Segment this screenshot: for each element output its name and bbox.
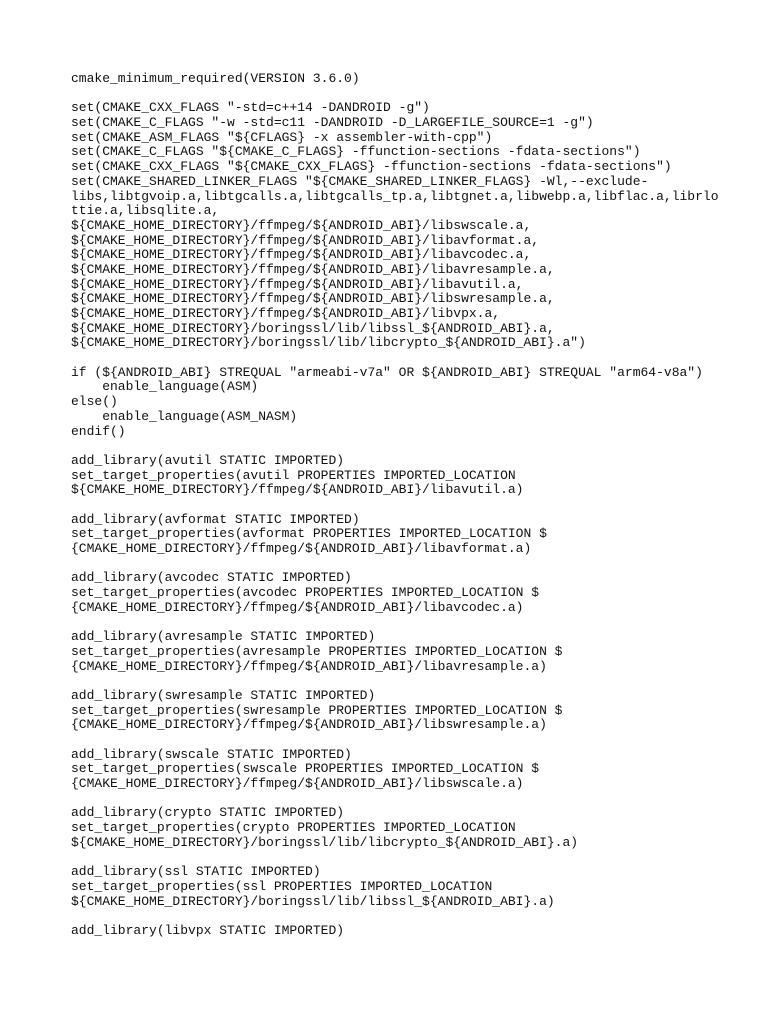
code-line: cmake_minimum_required(VERSION 3.6.0) <box>71 71 360 86</box>
code-line: set_target_properties(ssl PROPERTIES IMPORTED_LOCATION <box>71 878 493 894</box>
code-line: enable_language(ASM_NASM) <box>71 408 298 424</box>
blank-line <box>71 792 751 807</box>
code-line: {CMAKE_HOME_DIRECTORY}/ffmpeg/${ANDROID_ABI}/libavcodec.a) <box>71 599 524 615</box>
code-line: set_target_properties(avformat PROPERTIES IMPORTED_LOCATION $ <box>71 526 547 542</box>
code-line: else() <box>71 394 118 410</box>
code-line: set_target_properties(avresample PROPERTIES IMPORTED_LOCATION $ <box>71 643 563 659</box>
code-line: add_library(avcodec STATIC IMPORTED) <box>71 570 352 586</box>
code-line: set(CMAKE_ASM_FLAGS "${CFLAGS} -x assembler-with-cpp") <box>71 129 493 145</box>
code-line: set_target_properties(swresample PROPERTIES IMPORTED_LOCATION $ <box>71 702 563 718</box>
blank-line <box>71 674 751 689</box>
code-line: {CMAKE_HOME_DIRECTORY}/ffmpeg/${ANDROID_ABI}/libavresample.a) <box>71 658 547 674</box>
blank-line <box>71 557 751 572</box>
code-line: add_library(swscale STATIC IMPORTED) <box>71 746 352 762</box>
blank-line <box>71 733 751 748</box>
code-line: set(CMAKE_C_FLAGS "${CMAKE_C_FLAGS} -ffunction-sections -fdata-sections") <box>71 144 641 160</box>
code-line: add_library(crypto STATIC IMPORTED) <box>71 805 345 821</box>
code-line: ${CMAKE_HOME_DIRECTORY}/ffmpeg/${ANDROID_ABI}/libavutil.a, <box>71 276 524 292</box>
code-listing <box>71 72 751 939</box>
code-line: add_library(avutil STATIC IMPORTED) <box>71 452 345 468</box>
blank-line <box>71 615 751 630</box>
code-line: ${CMAKE_HOME_DIRECTORY}/boringssl/lib/libcrypto_${ANDROID_ABI}.a) <box>71 834 579 850</box>
blank-line <box>71 498 751 513</box>
code-line: endif() <box>71 423 126 439</box>
code-line: ${CMAKE_HOME_DIRECTORY}/ffmpeg/${ANDROID_ABI}/libavcodec.a, <box>71 247 532 263</box>
code-line: set(CMAKE_C_FLAGS "-w -std=c11 -DANDROID -D_LARGEFILE_SOURCE=1 -g") <box>71 115 594 131</box>
blank-line <box>71 909 751 924</box>
code-line: add_library(ssl STATIC IMPORTED) <box>71 864 321 880</box>
code-line: set(CMAKE_CXX_FLAGS "${CMAKE_CXX_FLAGS} -ffunction-sections -fdata-sections") <box>71 159 672 175</box>
code-line: ${CMAKE_HOME_DIRECTORY}/boringssl/lib/libcrypto_${ANDROID_ABI}.a") <box>71 335 586 351</box>
code-line: ${CMAKE_HOME_DIRECTORY}/ffmpeg/${ANDROID_ABI}/libvpx.a, <box>71 306 501 321</box>
code-line: libs,libtgvoip.a,libtgcalls.a,libtgcalls_tp.a,libtgnet.a,libwebp.a,libflac.a,librlo <box>71 188 719 204</box>
code-line: {CMAKE_HOME_DIRECTORY}/ffmpeg/${ANDROID_ABI}/libswresample.a) <box>71 717 547 733</box>
code-line: ${CMAKE_HOME_DIRECTORY}/boringssl/lib/libssl_${ANDROID_ABI}.a) <box>71 893 555 909</box>
code-line: set_target_properties(crypto PROPERTIES IMPORTED_LOCATION <box>71 820 516 836</box>
blank-line <box>71 439 751 454</box>
code-line: set_target_properties(swscale PROPERTIES IMPORTED_LOCATION $ <box>71 761 540 777</box>
code-line: ttie.a,libsqlite.a, <box>71 203 220 219</box>
code-line: {CMAKE_HOME_DIRECTORY}/ffmpeg/${ANDROID_ABI}/libswscale.a) <box>71 776 524 791</box>
code-line: set(CMAKE_CXX_FLAGS "-std=c++14 -DANDROID -g") <box>71 100 430 116</box>
code-line: add_library(avformat STATIC IMPORTED) <box>71 511 360 527</box>
code-line: ${CMAKE_HOME_DIRECTORY}/ffmpeg/${ANDROID_ABI}/libavutil.a) <box>71 482 524 498</box>
code-line: set_target_properties(avcodec PROPERTIES IMPORTED_LOCATION $ <box>71 585 540 601</box>
blank-line <box>71 850 751 865</box>
code-line: enable_language(ASM) <box>71 379 259 395</box>
code-line: ${CMAKE_HOME_DIRECTORY}/boringssl/lib/libssl_${ANDROID_ABI}.a, <box>71 320 555 336</box>
blank-line <box>71 87 751 102</box>
code-line: add_library(avresample STATIC IMPORTED) <box>71 629 376 645</box>
code-line: add_library(swresample STATIC IMPORTED) <box>71 687 376 703</box>
code-line: add_library(libvpx STATIC IMPORTED) <box>71 922 345 938</box>
code-line: ${CMAKE_HOME_DIRECTORY}/ffmpeg/${ANDROID_ABI}/libavformat.a, <box>71 232 540 248</box>
code-line: ${CMAKE_HOME_DIRECTORY}/ffmpeg/${ANDROID_ABI}/libswscale.a, <box>71 217 532 233</box>
code-line: ${CMAKE_HOME_DIRECTORY}/ffmpeg/${ANDROID_ABI}/libswresample.a, <box>71 291 555 307</box>
code-line: set_target_properties(avutil PROPERTIES IMPORTED_LOCATION <box>71 467 516 483</box>
code-line: if (${ANDROID_ABI} STREQUAL "armeabi-v7a" OR ${ANDROID_ABI} STREQUAL "arm64-v8a") <box>71 364 703 380</box>
code-line: {CMAKE_HOME_DIRECTORY}/ffmpeg/${ANDROID_ABI}/libavformat.a) <box>71 541 532 556</box>
code-line: ${CMAKE_HOME_DIRECTORY}/ffmpeg/${ANDROID_ABI}/libavresample.a, <box>71 261 555 277</box>
code-line: set(CMAKE_SHARED_LINKER_FLAGS "${CMAKE_SHARED_LINKER_FLAGS} -Wl,--exclude- <box>71 173 649 189</box>
blank-line <box>71 351 751 366</box>
